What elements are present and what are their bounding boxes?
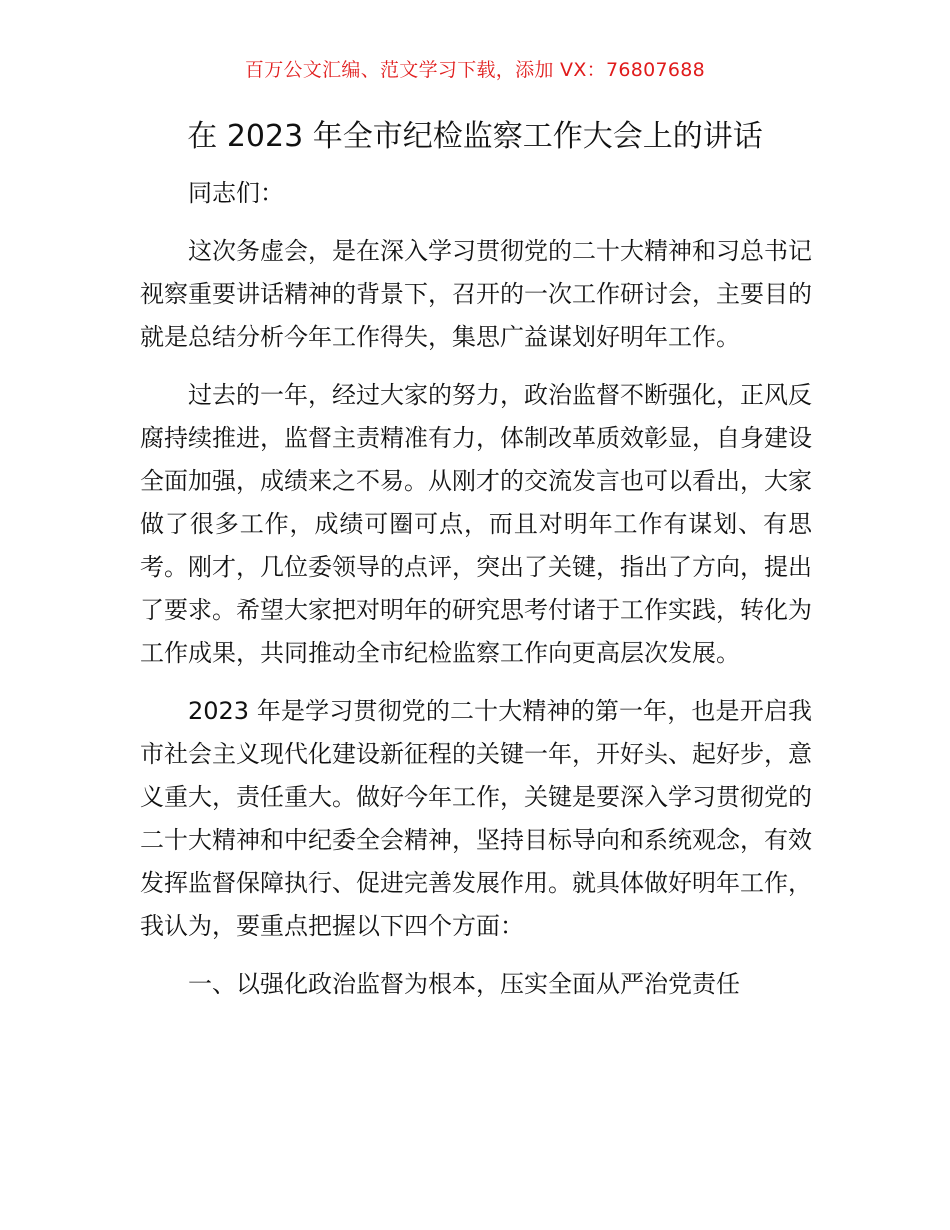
paragraph-review: 过去的一年，经过大家的努力，政治监督不断强化，正风反腐持续推进，监督主责精准有力，体制改革质效彰显，自身建设全面加强，成绩来之不易。从刚才的交流发言也可以看出，大家做了很多工作，成绩可圈可点，而且对明年工作有谋划、有思考。刚才，几位委领导的点评，突出了关键，指出了方向，提出了要求。希望大家把对明年的研究思考付诸于工作实践，转化为工作成果，共同推动全市纪检监察工作向更高层次发展。 <box>140 381 812 667</box>
paragraph-outlook: 2023 年是学习贯彻党的二十大精神的第一年，也是开启我市社会主义现代化建设新征程的关键一年，开好头、起好步，意义重大，责任重大。做好今年工作，关键是要深入学习贯彻党的二十大精神和中纪委全会精神，坚持目标导向和系统观念，有效发挥监督保障执行、促进完善发展作用。就具体做好明年工作，我认为，要重点把握以下四个方面： <box>140 697 812 940</box>
header-note: 百万公文汇编、范文学习下载，添加 VX：76807688 <box>244 59 706 81</box>
salutation: 同志们： <box>188 179 284 207</box>
document-title: 在 2023 年全市纪检监察工作大会上的讲话 <box>187 119 763 154</box>
document-body <box>140 172 812 1006</box>
paragraph-intro: 这次务虚会，是在深入学习贯彻党的二十大精神和习总书记视察重要讲话精神的背景下，召开的一次工作研讨会，主要目的就是总结分析今年工作得失，集思广益谋划好明年工作。 <box>140 237 812 351</box>
section-heading-1: 一、以强化政治监督为根本，压实全面从严治党责任 <box>188 970 740 998</box>
